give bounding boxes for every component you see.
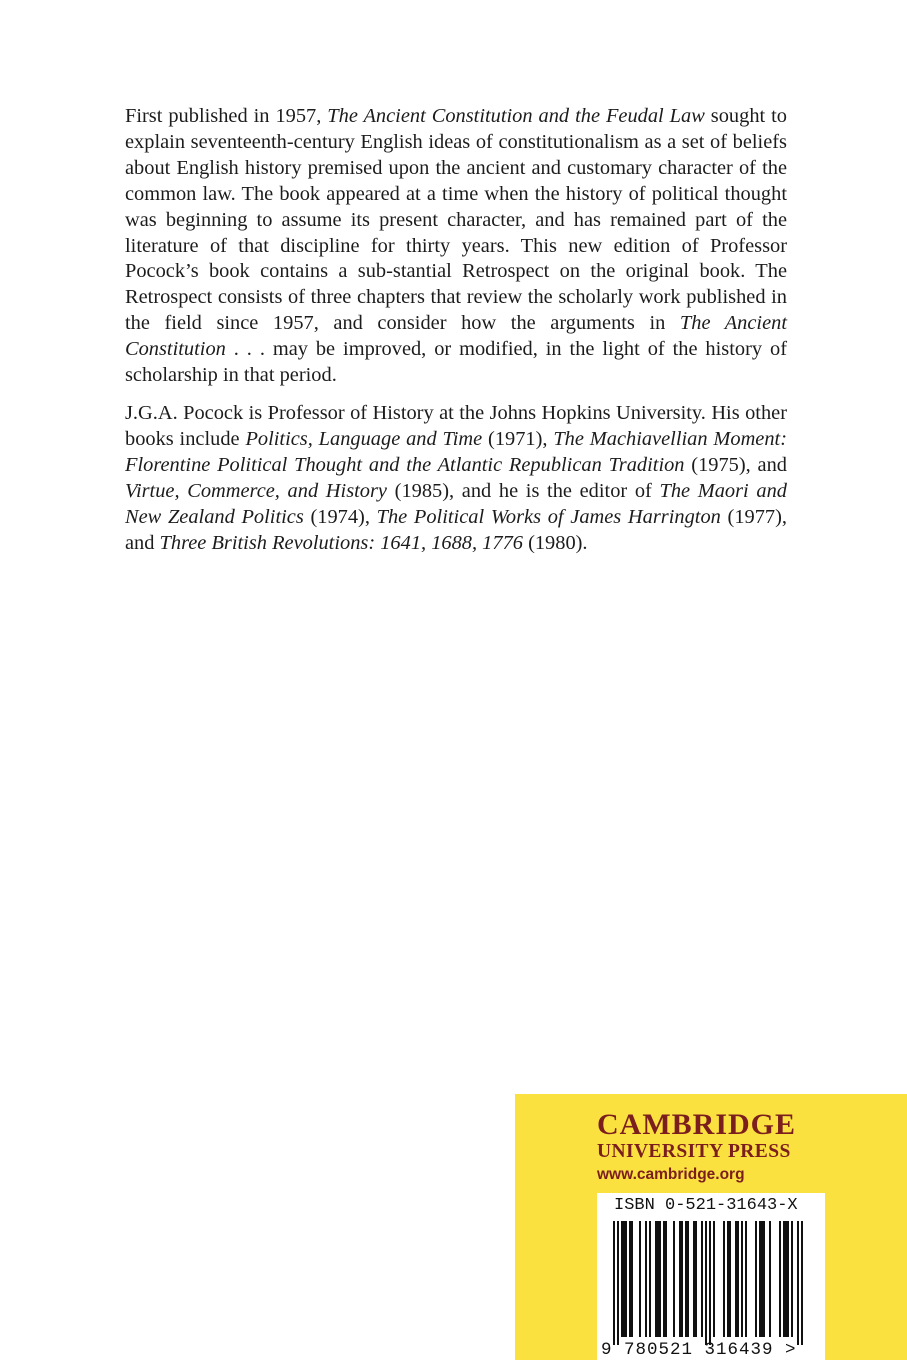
text-run: First published in 1957,	[125, 105, 328, 127]
publisher-subtitle: UNIVERSITY PRESS	[597, 1141, 791, 1162]
barcode-bar	[657, 1221, 659, 1337]
barcode-bar	[735, 1221, 737, 1337]
text-run: (1980).	[522, 531, 588, 554]
blurb-paragraph-author-bio	[125, 401, 787, 556]
publisher-name: CAMBRIDGE	[597, 1108, 797, 1141]
barcode-guard-bar	[705, 1221, 707, 1345]
barcode-bar	[623, 1221, 625, 1337]
italic-title: The Ancient Constitution and the Feudal Law	[327, 105, 705, 127]
barcode-bar	[663, 1221, 665, 1337]
publisher-panel	[515, 1094, 907, 1360]
barcode-bar	[629, 1221, 631, 1337]
barcode-bar	[685, 1221, 687, 1337]
barcode-bar	[791, 1221, 793, 1337]
barcode-bar	[701, 1221, 703, 1337]
text-run: sought to explain seventeenth-century English ideas of constitutionalism as a set of beliefs about English history premised upon the ancient and customary character of the common law. The book appeared at a time when the history of political thought was beginning to assume its present character, and has remained part of the literature of that discipline for thirty years. This new edition of Professor Pocock’s book contains a sub-stantial Retrospect on the original book. The Retrospect consists of three chapters that review the scholarly work published in the field since 1957, and consider how the arguments in	[125, 105, 788, 335]
barcode-bar	[687, 1221, 689, 1337]
barcode-bar	[625, 1221, 627, 1337]
italic-title: Politics, Language and Time	[245, 427, 483, 450]
barcode-bar	[769, 1221, 771, 1337]
text-run: (1971),	[482, 427, 554, 450]
italic-title: The Ancient Constitution	[125, 312, 787, 361]
text-run: (1985), and he is the editor of	[386, 479, 660, 502]
barcode-bar	[759, 1221, 761, 1337]
barcode-bars	[597, 1193, 825, 1360]
barcode-bar	[621, 1221, 623, 1337]
barcode-bar	[727, 1221, 729, 1337]
publisher-url[interactable]: www.cambridge.org	[597, 1166, 745, 1183]
text-run: J.G.A. Pocock is Professor of History at the Johns Hopkins University. His other books include	[125, 401, 787, 450]
barcode-bar	[665, 1221, 667, 1337]
text-run: (1975), and	[684, 453, 787, 476]
barcode-bar	[681, 1221, 683, 1337]
barcode-bar	[787, 1221, 789, 1337]
back-cover-blurb	[125, 104, 787, 556]
barcode-bar	[755, 1221, 757, 1337]
barcode-bar	[693, 1221, 695, 1337]
barcode-bar	[713, 1221, 715, 1337]
barcode-bar	[723, 1221, 725, 1337]
blurb-paragraph-summary	[125, 104, 787, 389]
ean-number: 9 780521 316439 >	[601, 1340, 797, 1360]
barcode-guard-bar	[617, 1221, 619, 1345]
barcode-bar	[763, 1221, 765, 1337]
italic-title: The Machiavellian Moment: Florentine Political Thought and the Atlantic Republican Tradition	[125, 427, 788, 476]
barcode-bar	[631, 1221, 633, 1337]
italic-title: The Political Works of James Harrington	[376, 505, 721, 528]
barcode-bar	[645, 1221, 647, 1337]
barcode-bar	[783, 1221, 785, 1337]
barcode-bar	[779, 1221, 781, 1337]
italic-title: Virtue, Commerce, and History	[125, 479, 387, 502]
barcode-bar	[655, 1221, 657, 1337]
barcode-bar	[695, 1221, 697, 1337]
isbn-barcode	[597, 1193, 825, 1360]
barcode-guard-bar	[613, 1221, 615, 1345]
isbn-label: ISBN 0-521-31643-X	[614, 1196, 798, 1215]
barcode-bar	[785, 1221, 787, 1337]
text-run: . . . may be improved, or modified, in the light of the history of scholarship in that period.	[125, 338, 787, 387]
barcode-bar	[745, 1221, 747, 1337]
barcode-bar	[639, 1221, 641, 1337]
barcode-bar	[761, 1221, 763, 1337]
barcode-guard-bar	[709, 1221, 711, 1345]
barcode-guard-bar	[797, 1221, 799, 1345]
barcode-bar	[679, 1221, 681, 1337]
italic-title: The Maori and New Zealand Politics	[125, 479, 787, 528]
barcode-bar	[729, 1221, 731, 1337]
barcode-bar	[649, 1221, 651, 1337]
text-run: (1977), and	[125, 505, 787, 554]
barcode-guard-bar	[801, 1221, 803, 1345]
barcode-bar	[741, 1221, 743, 1337]
barcode-bar	[737, 1221, 739, 1337]
barcode-bar	[659, 1221, 661, 1337]
italic-title: Three British Revolutions: 1641, 1688, 1776	[159, 531, 523, 554]
text-run: (1974),	[303, 505, 377, 528]
barcode-bar	[673, 1221, 675, 1337]
